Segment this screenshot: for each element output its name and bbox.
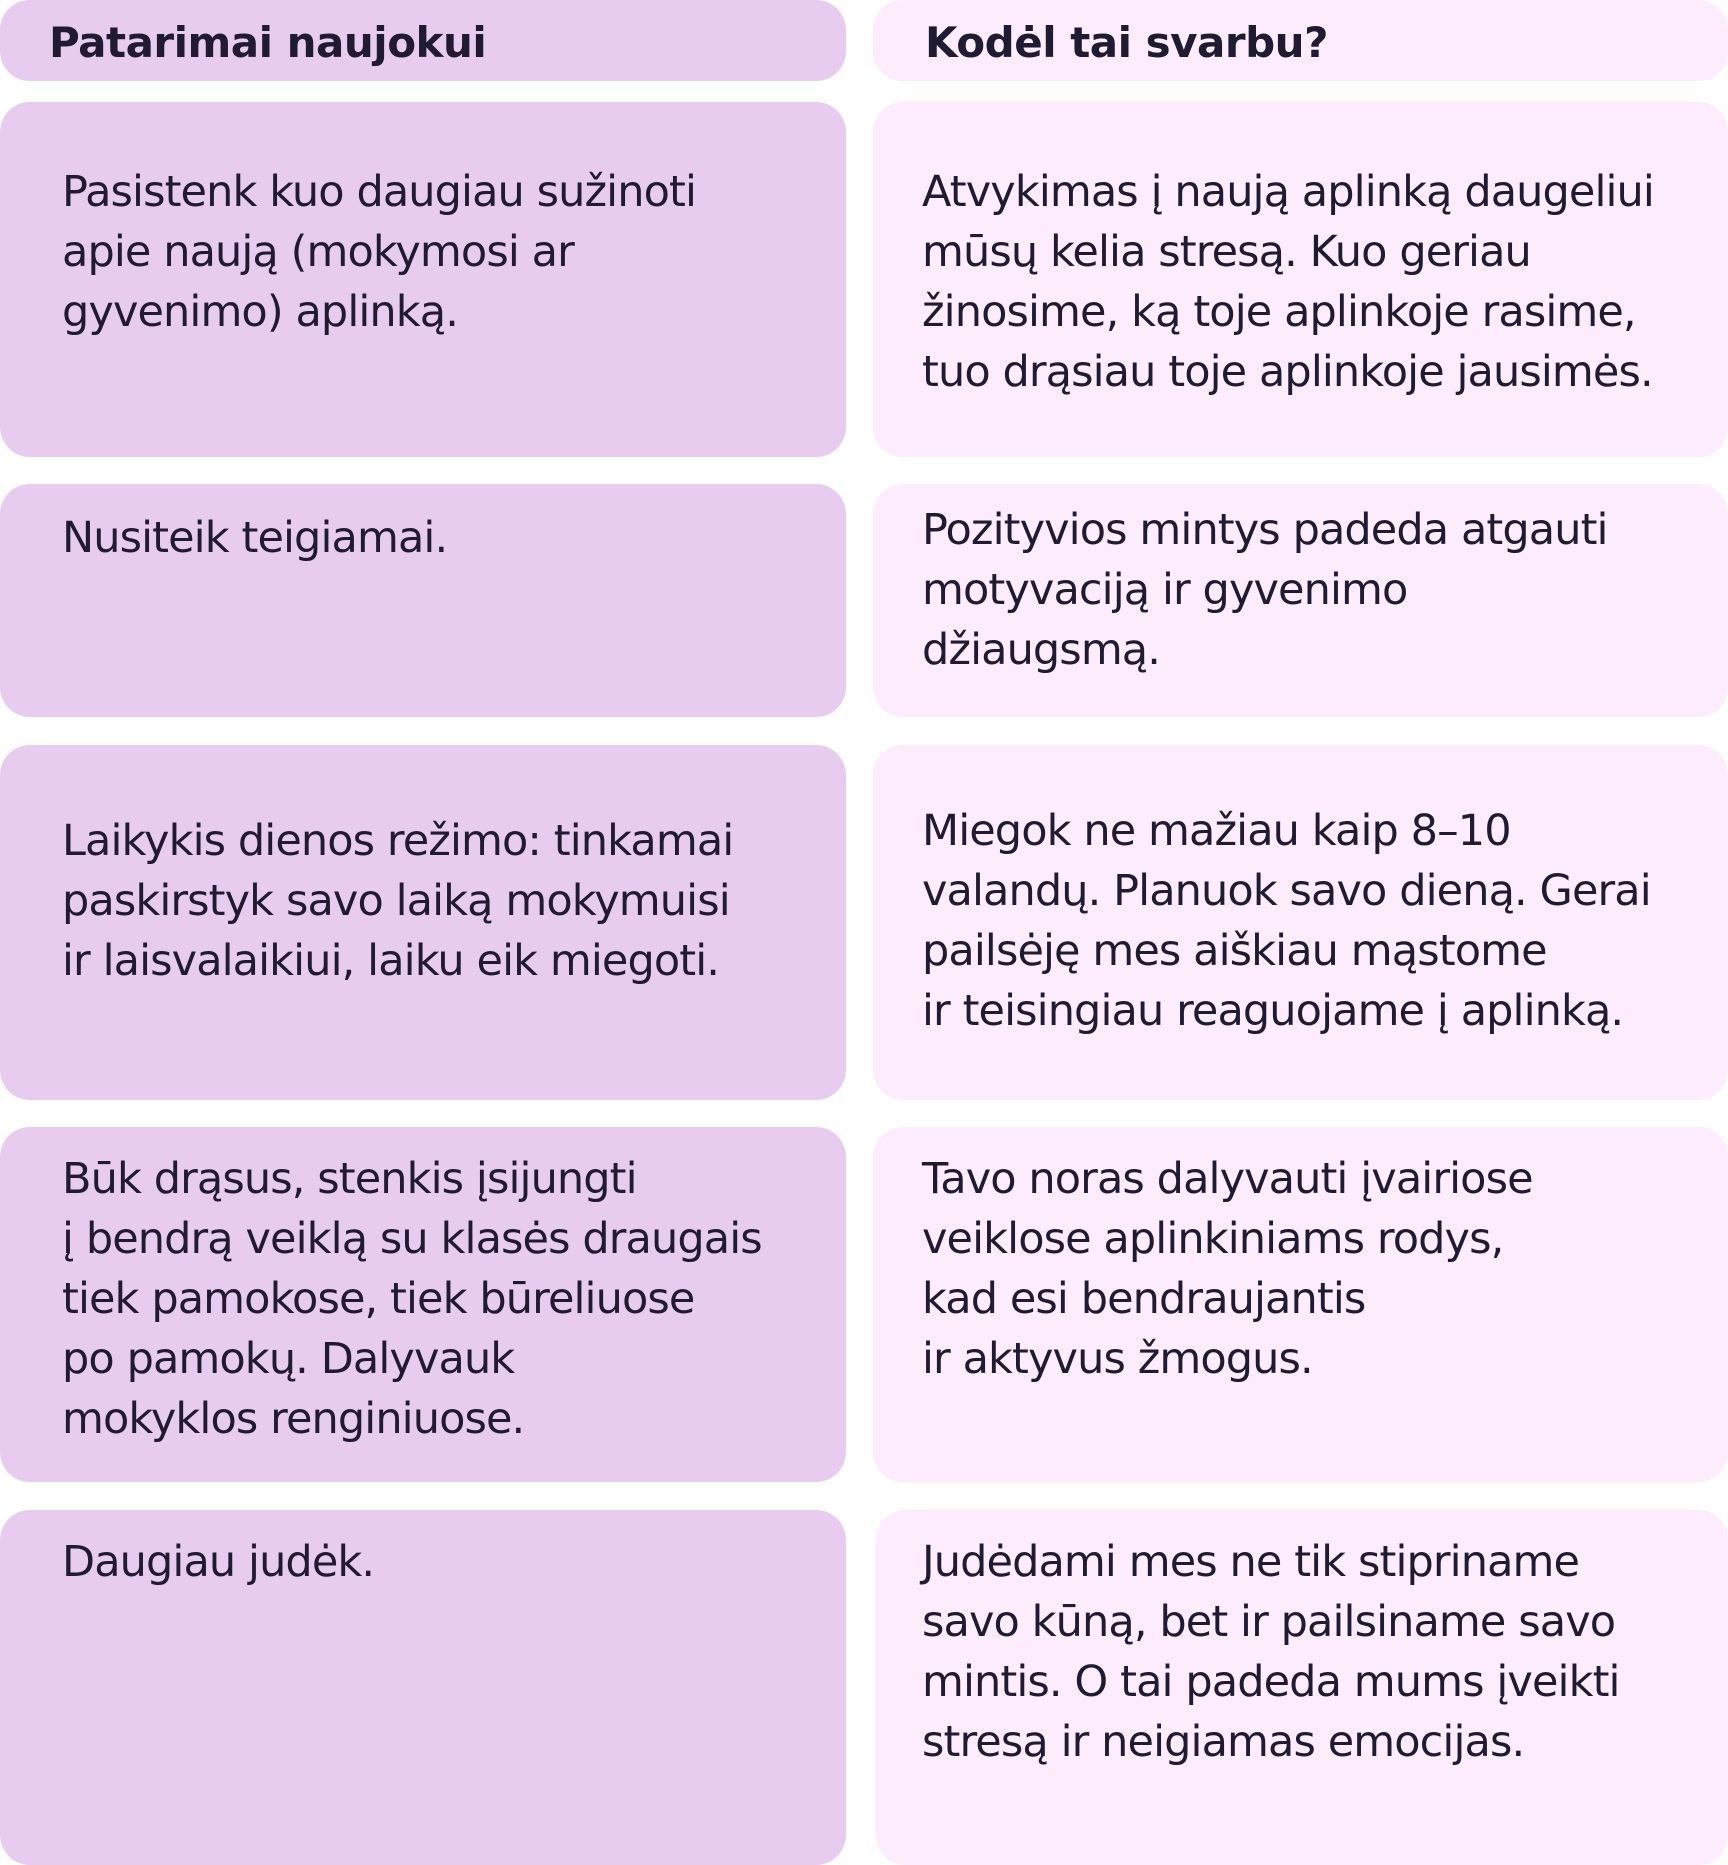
tip-cell	[0, 1510, 846, 1865]
tip-text: Būk drąsus, stenkis įsijungti į bendrą veiklą su klasės draugais tiek pamokose, tiek būreliuose po pamokų. Dalyvauk mokyklos renginiuose.	[62, 1154, 762, 1444]
reason-cell	[873, 102, 1728, 457]
header-tips	[0, 0, 846, 81]
reason-text: Tavo noras dalyvauti įvairiose veiklose aplinkiniams rodys, kad esi bendraujantis ir aktyvus žmogus.	[922, 1154, 1533, 1384]
reason-cell	[876, 1510, 1728, 1865]
reason-cell	[873, 745, 1728, 1100]
tip-text: Laikykis dienos režimo: tinkamai paskirstyk savo laiką mokymuisi ir laisvalaikiui, laiku eik miegoti.	[62, 816, 734, 986]
reason-cell	[873, 1127, 1728, 1482]
header-why-label: Kodėl tai svarbu?	[925, 18, 1328, 67]
tip-text: Nusiteik teigiamai.	[62, 513, 448, 563]
header-tips-label: Patarimai naujokui	[49, 18, 487, 67]
tip-text: Pasistenk kuo daugiau sužinoti apie naują (mokymosi ar gyvenimo) aplinką.	[62, 167, 696, 337]
reason-text: Judėdami mes ne tik stipriname savo kūną, bet ir pailsiname savo mintis. O tai padeda mums įveikti stresą ir neigiamas emocijas.	[922, 1537, 1620, 1767]
header-why	[873, 0, 1728, 81]
reason-text: Pozityvios mintys padeda atgauti motyvaciją ir gyvenimo džiaugsmą.	[922, 505, 1608, 675]
tip-cell	[0, 745, 846, 1100]
reason-cell	[873, 484, 1728, 717]
reason-text: Atvykimas į naują aplinką daugeliui mūsų kelia stresą. Kuo geriau žinosime, ką toje aplinkoje rasime, tuo drąsiau toje aplinkoje jausimės.	[922, 167, 1654, 397]
tip-cell	[0, 102, 846, 457]
tip-cell	[0, 1127, 846, 1482]
tip-text: Daugiau judėk.	[62, 1537, 375, 1587]
tip-cell	[0, 484, 846, 717]
reason-text: Miegok ne mažiau kaip 8–10 valandų. Planuok savo dieną. Gerai pailsėję mes aiškiau mąstome ir teisingiau reaguojame į aplinką.	[922, 806, 1651, 1036]
